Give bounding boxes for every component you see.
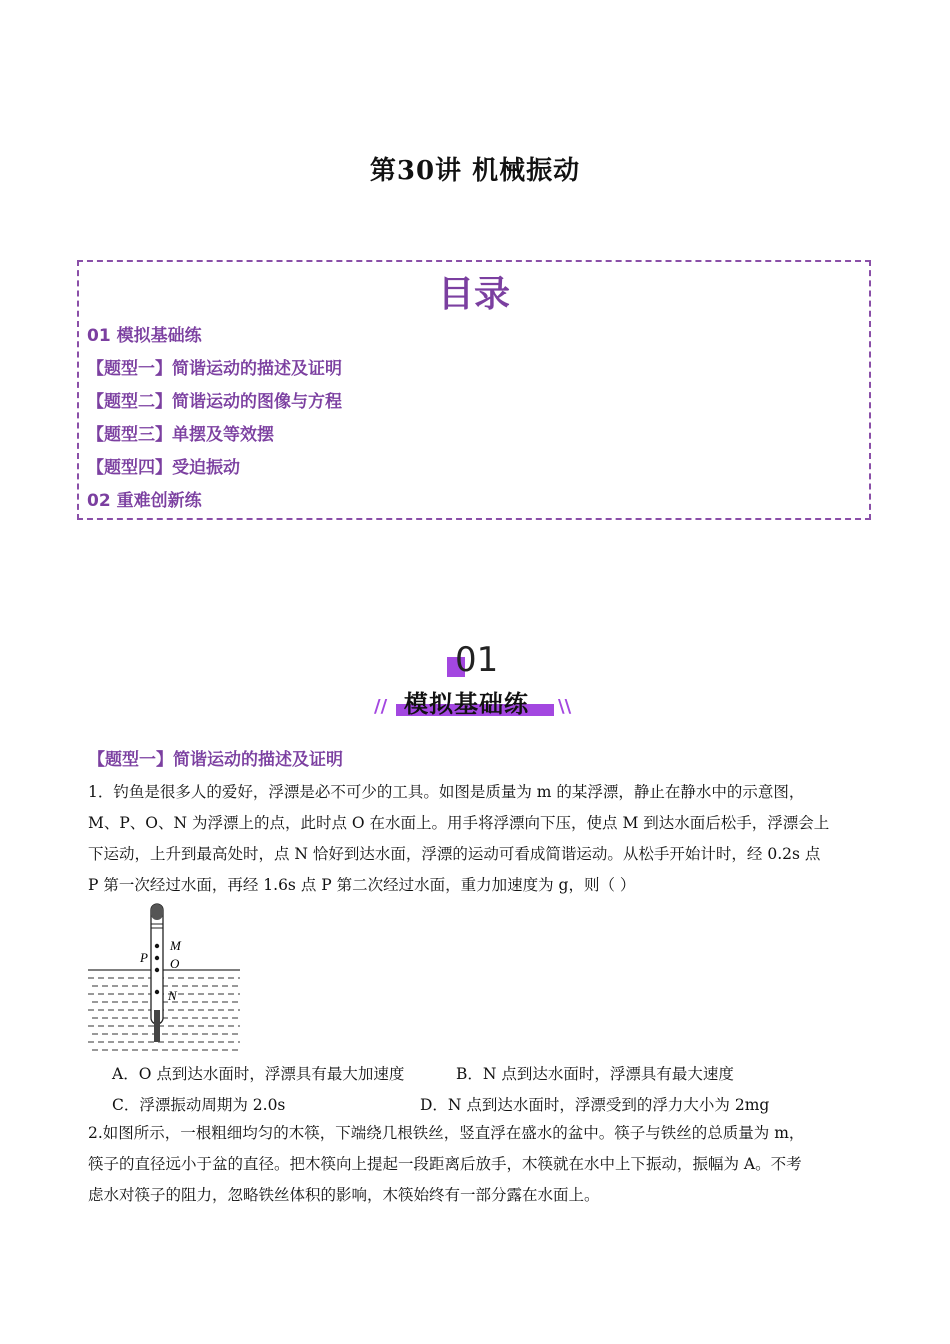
- option-c[interactable]: C．浮漂振动周期为 2.0s: [112, 1096, 286, 1114]
- question-line: 下运动，上升到最高处时，点 N 恰好到达水面，浮漂的运动可看成简谐运动。从松手开始计时，经 0.2s 点: [88, 845, 821, 863]
- label-n: N: [168, 988, 177, 1003]
- float-stem: [154, 1010, 160, 1042]
- question-line: M、P、O、N 为浮漂上的点，此时点 O 在水面上。用手将浮漂向下压，使点 M 到达水面后松手，浮漂会上: [88, 814, 830, 832]
- banner-label: 模拟基础练: [404, 690, 529, 718]
- toc-heading: 目录: [437, 274, 510, 315]
- option-d[interactable]: D．N 点到达水面时，浮漂受到的浮力大小为 2mg: [420, 1096, 770, 1114]
- toc-item-simulation-basics[interactable]: 01 模拟基础练: [87, 326, 202, 346]
- point-p: [155, 956, 159, 960]
- question-line: 1．钓鱼是很多人的爱好，浮漂是必不可少的工具。如图是质量为 m 的某浮漂，静止在静水中的示意图，: [88, 783, 805, 801]
- toc-list: [87, 320, 342, 518]
- toc-item-difficult-innovation[interactable]: 02 重难创新练: [87, 491, 202, 511]
- question-line: 2.如图所示，一根粗细均匀的木筷，下端绕几根铁丝，竖直浮在盛水的盆中。筷子与铁丝的总质量为 m，: [88, 1124, 805, 1142]
- question-1-text: [88, 777, 868, 901]
- float-body: [151, 904, 163, 1024]
- question-line: 筷子的直径远小于盆的直径。把木筷向上提起一段距离后放手，木筷就在水中上下振动，振幅为 A。不考: [88, 1155, 802, 1173]
- question-line: 虑水对筷子的阻力，忽略铁丝体积的影响，木筷始终有一部分露在水面上。: [88, 1186, 600, 1204]
- toc-item-type-2[interactable]: 【题型二】简谐运动的图像与方程: [87, 392, 342, 412]
- banner-slash-left: //: [374, 696, 388, 717]
- option-b[interactable]: B．N 点到达水面时，浮漂具有最大速度: [456, 1065, 734, 1083]
- label-p: P: [140, 950, 148, 965]
- toc-item-type-3[interactable]: 【题型三】单摆及等效摆: [87, 425, 274, 445]
- toc-item-type-1[interactable]: 【题型一】简谐运动的描述及证明: [87, 359, 342, 379]
- water-hatching: [88, 978, 240, 1050]
- question-2-text: [88, 1118, 868, 1211]
- point-m: [155, 944, 159, 948]
- toc-item-type-4[interactable]: 【题型四】受迫振动: [87, 458, 240, 478]
- float-top-cap: [151, 904, 163, 920]
- label-o: O: [170, 956, 180, 971]
- label-m: M: [170, 938, 181, 953]
- page-title: 第30讲 机械振动: [369, 156, 581, 186]
- banner-slash-right: \\: [558, 696, 572, 717]
- point-n: [155, 990, 159, 994]
- option-a[interactable]: A．O 点到达水面时，浮漂具有最大加速度: [112, 1065, 405, 1083]
- table-of-contents: [77, 260, 871, 520]
- float-diagram: [86, 898, 244, 1056]
- section-heading: 【题型一】简谐运动的描述及证明: [88, 750, 343, 770]
- point-o: [155, 968, 159, 972]
- banner-number: 01: [455, 640, 499, 680]
- section-banner: [370, 640, 580, 730]
- question-line: P 第一次经过水面，再经 1.6s 点 P 第二次经过水面，重力加速度为 g，则（ ）: [88, 876, 636, 894]
